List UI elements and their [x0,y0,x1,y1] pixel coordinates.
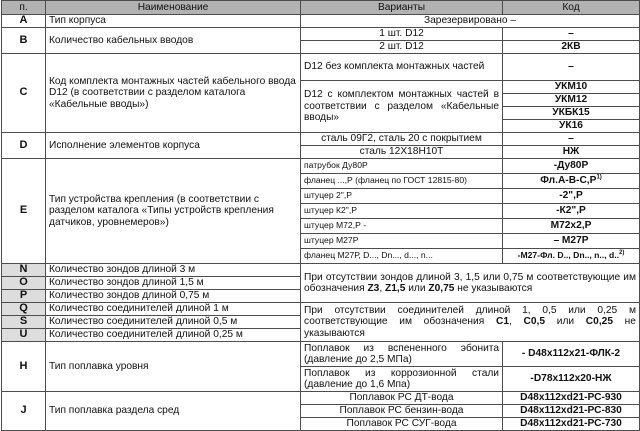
row-letter: U [2,329,46,342]
row-name: Количество соединителей длиной 0,5 м [46,316,301,329]
specification-table [1,0,640,431]
code-cell: – [503,28,640,41]
variant-cell: штуцер 2",Р [301,189,503,204]
note-code: С1 [495,316,509,328]
code-cell: УК16 [503,120,640,133]
header-variants: Варианты [301,1,503,15]
code-cell: D48х112хd21-РС-930 [503,392,640,405]
code-cell: – [503,133,640,146]
note-sep: , [379,283,385,294]
row-name: Количество соединителей длиной 1 м [46,303,301,316]
note-sep: , [509,316,524,328]
table-row [2,342,640,367]
header-name: Наименование [46,1,301,15]
table-row [2,392,640,405]
note-text: не указываются [304,316,636,339]
note-text: При отсутствии зондов длиной 3, 1,5 или 0,75 м соответствующие им обозначения [304,271,636,294]
note-code: С0,25 [585,316,613,328]
code-cell [503,204,640,219]
row-letter: Е [2,159,46,264]
variant-cell: штуцер К2",Р [301,204,503,219]
table-header-row [2,1,640,15]
variant-cell: сталь 12Х18Н10Т [301,146,503,159]
variant-cell: патрубок Ду80Р [301,159,503,174]
code-cell [503,219,640,234]
table-row [2,264,640,277]
row-name: Количество зондов длиной 3 м [46,264,301,277]
code-cell: -D78х112х20-НЖ [503,367,640,392]
row-name: Тип поплавка раздела сред [46,392,301,431]
code-cell [503,234,640,249]
row-name: Тип поплавка уровня [46,342,301,392]
code-cell: D48х112хd21-РС-830 [503,405,640,418]
code-text: М72х2,Р [550,220,592,232]
code-cell [503,249,640,264]
header-code: Код [503,1,640,15]
row-letter: J [2,392,46,431]
code-text: – М27Р [553,235,589,247]
code-cell [503,159,640,174]
row-name: Тип корпуса [46,15,301,28]
probes-note [301,264,640,303]
note-code: Z0,75 [428,283,455,294]
row-letter: O [2,277,46,290]
note-sep: или [405,283,429,294]
note-text: При отсутствии соединителей длиной 1, 0,5 или 0,25 м соответствующие им обозначения [304,304,636,328]
variant-cell: Поплавок из вспененного эбонита (давление до 2,5 МПа) [301,342,503,367]
connectors-note [301,303,640,342]
note-code: С0,5 [523,316,546,328]
row-name: Количество зондов длиной 1,5 м [46,277,301,290]
note-sep: или [545,316,586,328]
footnote-mark: 2) [619,250,625,257]
row-name: Тип устройства крепления (в соответствии с разделом каталога «Типы устройств крепления датчиков, уровнемеров») [46,159,301,264]
code-cell: УКМ12 [503,94,640,107]
variant-cell: Поплавок РС СУГ-вода [301,418,503,431]
row-letter: А [2,15,46,28]
code-cell: D48х112хd21-РС-730 [503,418,640,431]
row-name: Количество кабельных вводов [46,28,301,54]
header-n: п. [2,1,46,15]
variant-cell: 2 шт. D12 [301,41,503,54]
row-letter: Q [2,303,46,316]
code-cell: - D48х112х21-ФЛК-2 [503,342,640,367]
code-cell: НЖ [503,146,640,159]
row-letter: В [2,28,46,54]
code-text: Фл.А-В-С,Р [540,175,597,187]
row-letter: D [2,133,46,159]
code-cell: 2КВ [503,41,640,54]
variant-cell: Поплавок из коррозионной стали (давление до 1,6 Мпа) [301,367,503,392]
code-cell: УКБК15 [503,107,640,120]
variant-cell: сталь 09Г2, сталь 20 с покрытием [301,133,503,146]
variant-cell: штуцер М72,Р - [301,219,503,234]
code-text: -Ду80Р [553,160,589,172]
note-text: не указываются [454,283,533,294]
variant-cell: 1 шт. D12 [301,28,503,41]
table-row [2,303,640,316]
table-row [2,159,640,174]
variant-cell: фланец М27Р, D..., Dn..., d..., n... [301,249,503,264]
variant-cell: D12 без комплекта монтажных частей [301,54,503,81]
row-letter: S [2,316,46,329]
variant-cell: Поплавок РС ДТ-вода [301,392,503,405]
row-name: Исполнение элементов корпуса [46,133,301,159]
row-name: Код комплекта монтажных частей кабельного ввода D12 (в соответствии с разделом каталога «Кабельные вводы») [46,54,301,133]
code-text: -К2",Р [556,205,586,217]
table-row [2,15,640,28]
note-code: Z1,5 [385,283,406,294]
code-cell: – [503,54,640,81]
row-letter: H [2,342,46,392]
variant-cell: штуцер М27Р [301,234,503,249]
table-row [2,28,640,41]
row-letter: N [2,264,46,277]
footnote-mark: 1) [596,174,602,181]
variant-cell: фланец ...,Р (фланец по ГОСТ 12815-80) [301,174,503,189]
note-code: Z3 [367,283,380,294]
variant-cell: Поплавок РС бензин-вода [301,405,503,418]
row-variant: Зарезервировано – [301,15,640,28]
row-letter: С [2,54,46,133]
code-text: -М27-Фл. D.., Dn.., n.., d.. [517,250,620,261]
table-row [2,133,640,146]
table-row [2,54,640,81]
code-cell [503,174,640,189]
row-name: Количество зондов длиной 0,75 м [46,290,301,303]
code-cell: УКМ10 [503,81,640,94]
row-letter: P [2,290,46,303]
code-text: -2",Р [559,190,583,202]
variant-cell: D12 с комплектом монтажных частей в соответствии с разделом «Кабельные вводы» [301,81,503,133]
code-cell [503,189,640,204]
row-name: Количество соединителей длиной 0,25 м [46,329,301,342]
